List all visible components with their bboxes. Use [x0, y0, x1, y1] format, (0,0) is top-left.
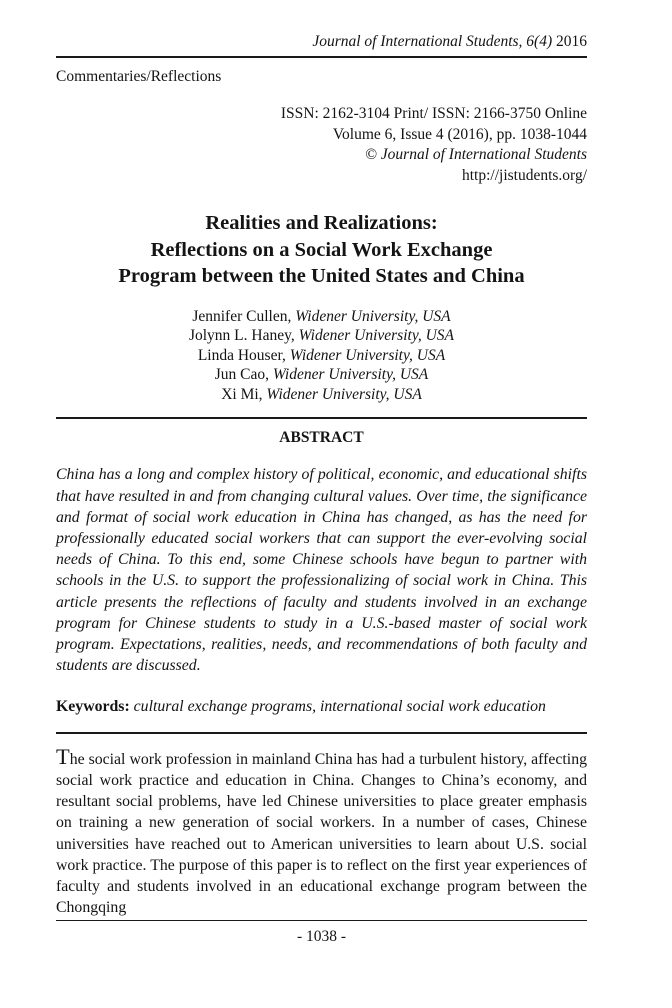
author-row [56, 326, 587, 346]
footer-divider [56, 920, 587, 921]
author-name: Jennifer Cullen, [192, 307, 292, 325]
abstract-divider [56, 417, 587, 419]
article-title-line-1: Realities and Realizations: [205, 212, 438, 234]
author-affiliation: Widener University, USA [298, 327, 455, 345]
publication-info [56, 104, 587, 186]
author-row [56, 365, 587, 385]
section-label: Commentaries/Reflections [56, 68, 222, 85]
header-divider [56, 56, 587, 58]
journal-title: Journal of International Students, 6(4) [312, 33, 553, 50]
article-title [56, 210, 587, 290]
author-affiliation: Widener University, USA [289, 346, 446, 364]
keywords-text: cultural exchange programs, international social work education [133, 697, 546, 715]
keywords-label: Keywords: [56, 697, 130, 715]
author-name: Jun Cao, [214, 366, 269, 384]
author-affiliation: Widener University, USA [295, 307, 451, 325]
author-row [56, 385, 587, 405]
page-number: - 1038 - [296, 928, 347, 946]
journal-url: http://jistudents.org/ [461, 166, 587, 184]
volume-line: Volume 6, Issue 4 (2016), pp. 1038-1044 [332, 125, 587, 143]
keywords-block [56, 696, 587, 717]
abstract-heading: ABSTRACT [279, 429, 364, 447]
author-list [56, 307, 587, 405]
drop-cap-letter: T [56, 743, 70, 769]
journal-header [56, 32, 587, 51]
keywords-divider [56, 732, 587, 734]
author-affiliation: Widener University, USA [266, 385, 422, 403]
issn-line: ISSN: 2162-3104 Print/ ISSN: 2166-3750 Online [280, 105, 587, 122]
author-name: Jolynn L. Haney, [188, 327, 295, 345]
author-name: Xi Mi, [221, 385, 263, 403]
author-row [56, 307, 587, 327]
article-title-line-2: Reflections on a Social Work Exchange [150, 238, 493, 261]
author-name: Linda Houser, [197, 346, 286, 364]
article-title-line-3: Program between the United States and China [118, 265, 525, 287]
abstract-text: China has a long and complex history of political, economic, and educational shifts that have resulted in and from changing cultural values. Over time, the significance and format of social work education in China has changed, as has the need for professionally educated social workers that can support the ever-evolving social needs of China. To this end, some Chinese schools have begun to partner with schools in the U.S. to support the professionalizing of social work in China. This article presents the reflections of faculty and students involved in an exchange program for Chinese students to study in a U.S.-based master of social work program. Expectations, realities, needs, and recommendations of both faculty and students are discussed. [56, 466, 587, 675]
body-paragraph-text: he social work profession in mainland China has had a turbulent history, affecting social work practice and education in China. Changes to China’s economy, and resultant social problems, have led Chinese universities to place greater emphasis on training a new generation of social workers. In a number of cases, Chinese universities have reached out to American universities to learn about U.S. social work practice. The purpose of this paper is to reflect on the first year experiences of faculty and students involved in an educational exchange program between the Chongqing [56, 750, 587, 917]
author-affiliation: Widener University, USA [272, 366, 429, 384]
author-row [56, 346, 587, 366]
copyright-line: © Journal of International Students [365, 146, 587, 163]
body-paragraph [56, 743, 587, 919]
journal-year: 2016 [556, 33, 587, 50]
